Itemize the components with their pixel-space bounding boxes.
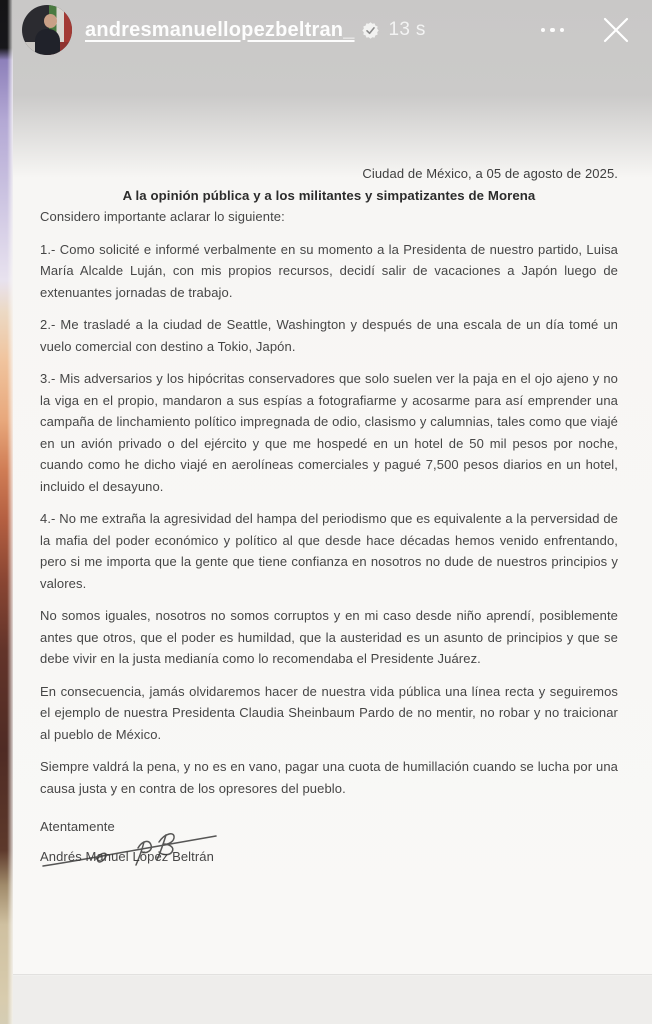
letter-paragraph: No somos iguales, nosotros no somos corruptos y en mi caso desde niño aprendí, posiblemente antes que otros, que el poder es humildad, que la austeridad es un asunto de principios y que se debe vivir en la justa medianía como lo recomendaba el Presidente Juárez.	[40, 608, 618, 666]
avatar-person	[44, 14, 57, 28]
username-link[interactable]: andresmanuellopezbeltran_	[85, 18, 355, 41]
close-button[interactable]	[596, 10, 636, 50]
more-options-button[interactable]	[539, 22, 567, 39]
letter-paragraph: Siempre valdrá la pena, y no es en vano, pagar una cuota de humillación cuando se lucha por una causa justa y en contra de los opresores del pueblo.	[40, 759, 618, 796]
background-photo-edge	[0, 0, 13, 1024]
letter-paragraph: Considero importante aclarar lo siguiente:	[40, 209, 285, 224]
letter-bottom-edge	[0, 974, 652, 975]
letter-paragraph: En consecuencia, jamás olvidaremos hacer de nuestra vida pública una línea recta y seguiremos el ejemplo de nuestra Presidenta Claudia Sheinbaum Pardo de no mentir, no robar y no traicionar al pueblo de México.	[40, 683, 618, 742]
story-header	[0, 0, 652, 60]
more-options-icon	[550, 28, 555, 33]
story-timestamp: 13 s	[388, 19, 426, 40]
verified-badge-icon	[362, 22, 379, 39]
signature-block	[40, 816, 618, 867]
letter-paragraph: 3.- Mis adversarios y los hipócritas conservadores que solo suelen ver la paja en el ojo ajeno y no la viga en el propio, mandaron a sus espías a fotografiarme y acosarme para así emprender una campaña de linchamiento político impregnada de odio, clasismo y calumnias, tales como que viajé en un avión privado o del ejército y que me hospedé en un hotel de 50 mil pesos por noche, cuando como he dicho viajé en aerolíneas comerciales y pagué 7,500 pesos diarios en un hotel, incluido el desayuno.	[40, 371, 618, 494]
letter-paragraph: 2.- Me trasladé a la ciudad de Seattle, Washington y después de una escala de un día tomé un vuelo comercial con destino a Tokio, Japón.	[40, 317, 618, 354]
avatar-person-suit	[35, 29, 60, 55]
letter-date-line: Ciudad de México, a 05 de agosto de 2025.	[362, 166, 618, 181]
more-options-icon	[541, 28, 546, 33]
letter-paragraph: 1.- Como solicité e informé verbalmente en su momento a la Presidenta de nuestro partido, Luisa María Alcalde Luján, con mis propios recursos, decidí salir de vacaciones a Japón luego de extenuantes jornadas de trabajo.	[40, 241, 618, 300]
letter-closing: Atentamente	[40, 819, 115, 834]
avatar[interactable]	[22, 5, 72, 55]
more-options-icon	[560, 28, 565, 33]
letter-paragraph: 4.- No me extraña la agresividad del hampa del periodismo que es equivalente a la perversidad de la mafia del poder económico y político al que desde hace décadas hemos venido enfrentando, pero si me importa que la gente que tiene confianza en nosotros no dude de nuestros principios y valores.	[40, 511, 618, 591]
letter-body	[40, 206, 618, 799]
letter-document	[40, 163, 618, 867]
signature-name: Andrés Manuel López Beltrán	[40, 848, 214, 864]
close-icon	[605, 19, 627, 41]
letter-heading: A la opinión pública y a los militantes y simpatizantes de Morena	[122, 187, 536, 203]
